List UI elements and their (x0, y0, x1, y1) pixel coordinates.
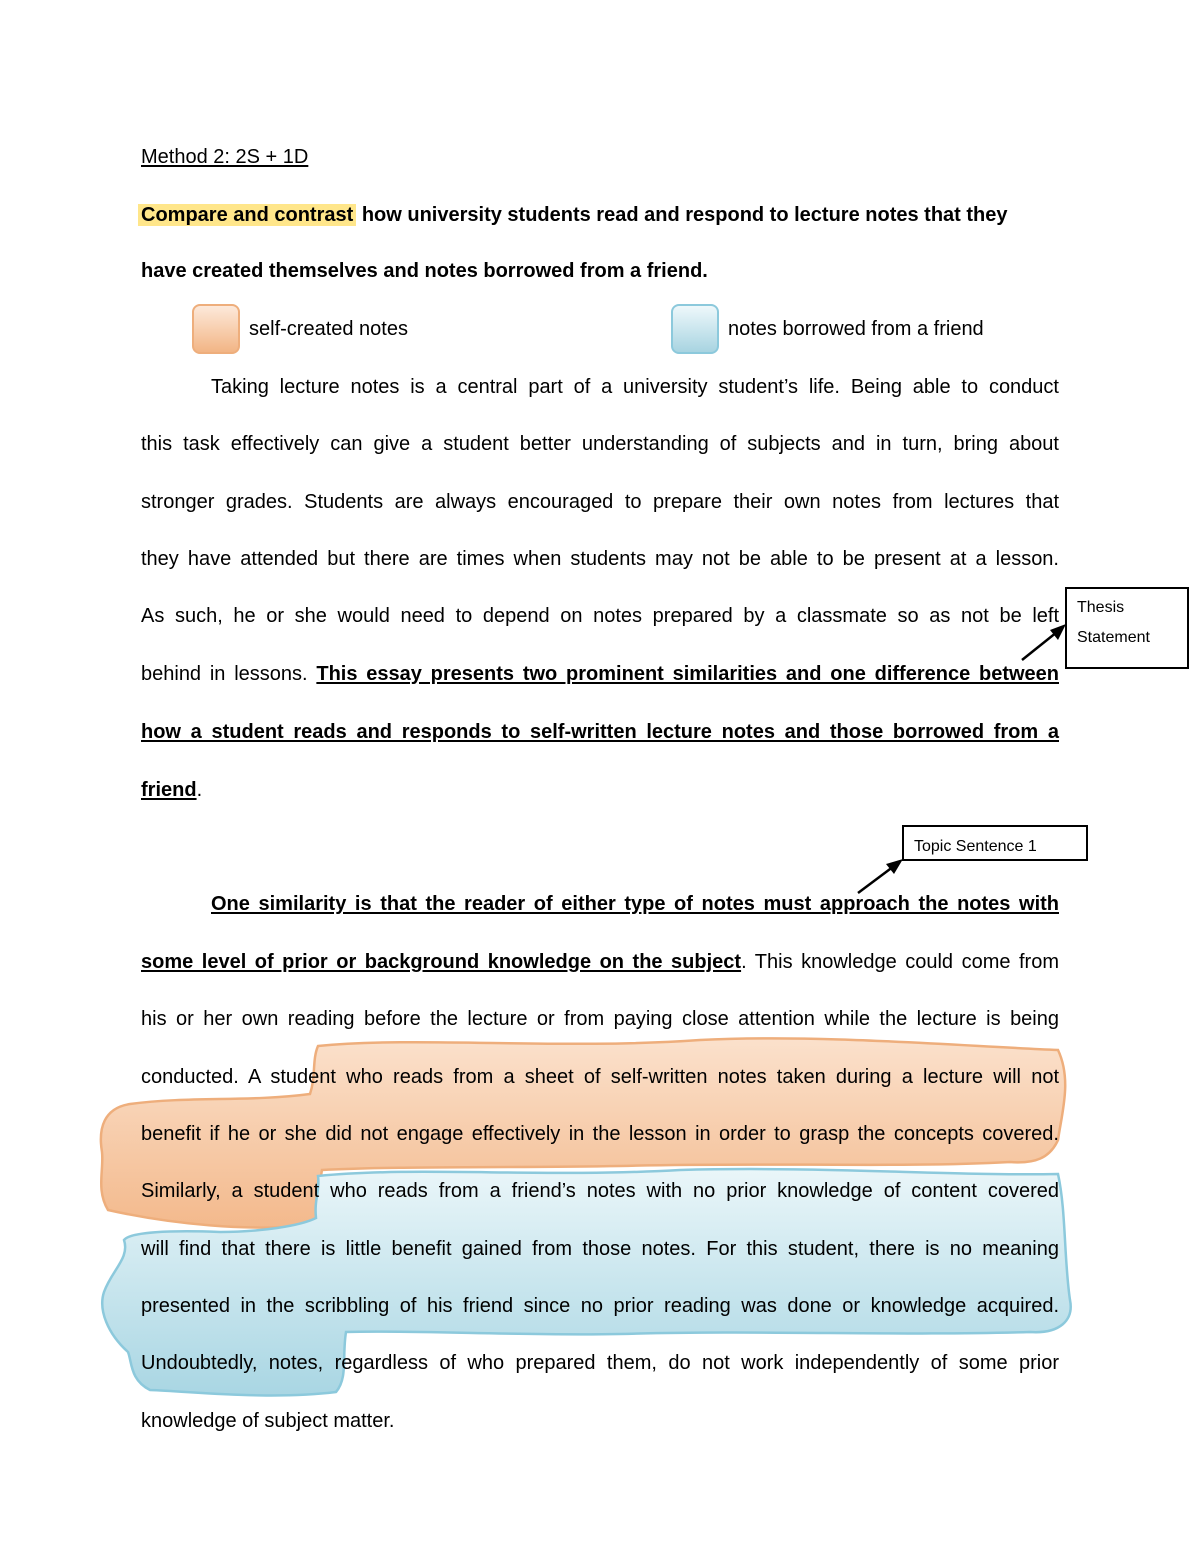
compare-contrast-highlight: Compare and contrast (138, 204, 356, 226)
thesis-statement-end: friend. (141, 779, 203, 801)
method-heading: Method 2: 2S + 1D (141, 146, 309, 168)
para1-line: they have attended but there are times when students may not be able to be present at a lesson. (141, 548, 1059, 570)
topic-sentence-part: some level of prior or background knowledge on the subject (141, 951, 742, 973)
friend-notes-legend-label: notes borrowed from a friend (728, 318, 984, 340)
para2-line: his or her own reading before the lecture or from paying close attention while the lecture is being (141, 1008, 1059, 1030)
para2-line: Similarly, a student who reads from a friend’s notes with no prior knowledge of content covered (141, 1180, 1059, 1202)
topic-sentence-label: Topic Sentence 1 (902, 825, 1088, 861)
prompt-line-1: Compare and contrast how university students read and respond to lecture notes that they (141, 203, 1059, 227)
para1-line: stronger grades. Students are always encouraged to prepare their own notes from lectures that (141, 491, 1059, 513)
thesis-statement-part: This essay presents two prominent similarities and one difference between (316, 663, 1059, 685)
para1-line: this task effectively can give a student better understanding of subjects and in turn, bring about (141, 433, 1059, 455)
para1-line: Taking lecture notes is a central part of a university student’s life. Being able to conduct (211, 376, 1059, 398)
para2-line: benefit if he or she did not engage effectively in the lesson in order to grasp the concepts covered. (141, 1123, 1059, 1145)
para2-line-topic-end: some level of prior or background knowledge on the subject. This knowledge could come from (141, 951, 1059, 973)
para2-line: presented in the scribbling of his friend since no prior reading was done or knowledge acquired. (141, 1295, 1059, 1317)
para1-line-thesis-start: behind in lessons. This essay presents two prominent similarities and one difference between (141, 663, 1059, 685)
self-notes-swatch (192, 304, 240, 354)
thesis-statement-part: how a student reads and responds to self-written lecture notes and those borrowed from a (141, 721, 1059, 743)
self-notes-legend-label: self-created notes (249, 318, 408, 340)
topic-arrowhead (886, 859, 903, 874)
para1-line: As such, he or she would need to depend on notes prepared by a classmate so as not be left (141, 605, 1059, 627)
para2-line: will find that there is little benefit gained from those notes. For this student, there is no meaning (141, 1238, 1059, 1260)
friend-notes-swatch (671, 304, 719, 354)
para2-line: conducted. A student who reads from a sheet of self-written notes taken during a lecture will not (141, 1066, 1059, 1088)
para2-line: Undoubtedly, notes, regardless of who prepared them, do not work independently of some prior (141, 1352, 1059, 1374)
topic-sentence-part: One similarity is that the reader of either type of notes must approach the notes with (211, 893, 1059, 915)
thesis-statement-label: Thesis Statement (1065, 587, 1189, 669)
prompt-line-2: have created themselves and notes borrowed from a friend. (141, 260, 708, 282)
para2-last-line: knowledge of subject matter. (141, 1410, 395, 1432)
